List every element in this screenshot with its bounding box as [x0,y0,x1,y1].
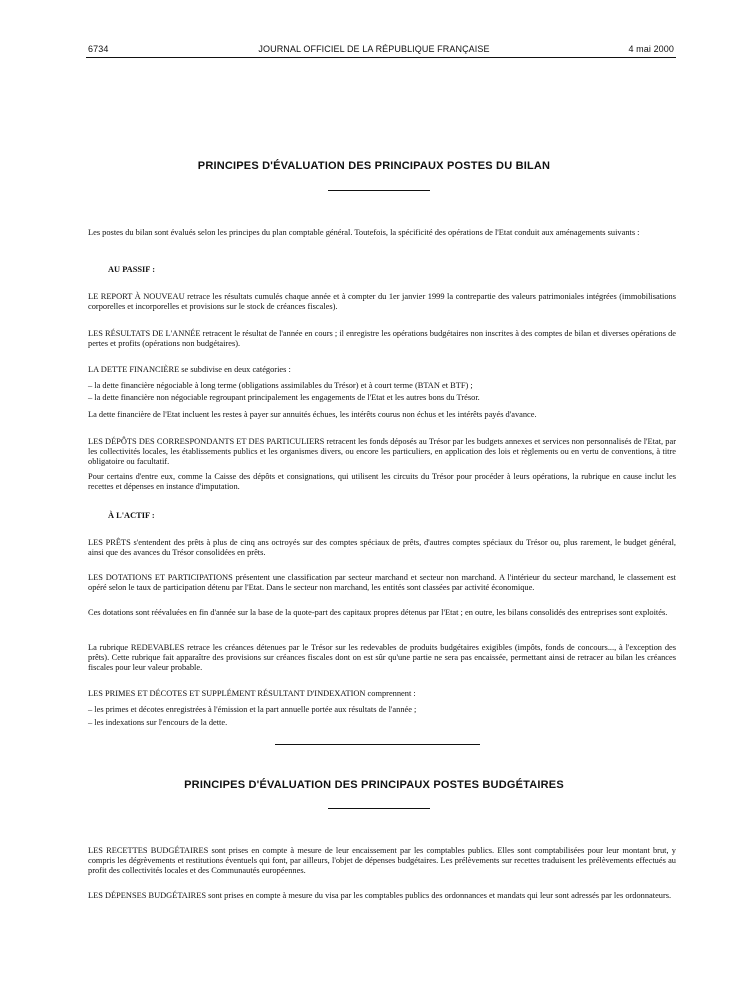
section-title-bilan: PRINCIPES D'ÉVALUATION DES PRINCIPAUX POSTES DU BILAN [197,160,551,172]
actif-heading: À L'ACTIF : [108,511,155,520]
dotations-paragraph: LES DOTATIONS ET PARTICIPATIONS présentent une classification par secteur marchand et secteur non marchand. A l'intérieur du secteur marchand, le classement est opéré selon le taux de participation détenu par l'Etat. Dans le secteur non marchand, les entités sont classées par activité économique. [88,573,676,592]
passif-heading: AU PASSIF : [108,265,155,274]
depots-paragraph: LES DÉPÔTS DES CORRESPONDANTS ET DES PARTICULIERS retracent les fonds déposés au Trésor par les budgets annexes et services non personnalisés de l'Etat, par les collectivités locales, les établissements publics et les organismes divers, ou encore les particuliers, en application des lois et règlements ou en vertu de conventions, à titre obligatoire ou facultatif. [88,437,676,466]
page-number: 6734 [88,44,109,54]
dette-intro: LA DETTE FINANCIÈRE se subdivise en deux catégories : [88,365,291,374]
dette-item-non-negociable: – la dette financière non négociable regroupant principalement les engagements de l'Etat et les autres bons du Trésor. [88,393,480,402]
section-divider [328,190,430,191]
depenses-paragraph: LES DÉPENSES BUDGÉTAIRES sont prises en compte à mesure du visa par les comptables publics des ordonnances et mandats qui leur sont adressés par les ordonnateurs. [88,891,672,900]
dette-item-negociable: – la dette financière négociable à long terme (obligations assimilables du Trésor) et à court terme (BTAN et BTF) ; [88,381,473,390]
primes-item-decotes: – les primes et décotes enregistrées à l'émission et la part annuelle portée aux résultats de l'année ; [88,705,417,714]
section-title-budgetaires: PRINCIPES D'ÉVALUATION DES PRINCIPAUX POSTES BUDGÉTAIRES [184,779,564,791]
report-a-nouveau-paragraph: LE REPORT À NOUVEAU retrace les résultats cumulés chaque année et à compter du 1er janvier 1999 la contrepartie des valeurs patrimoniales intégrées (immobilisations corporelles et incorporelles et provisions sur le stock de créances fiscales). [88,292,676,311]
intro-paragraph: Les postes du bilan sont évalués selon les principes du plan comptable général. Toutefois, la spécificité des opérations de l'Etat conduit aux aménagements suivants : [88,228,640,237]
primes-intro: LES PRIMES ET DÉCOTES ET SUPPLÉMENT RÉSULTANT D'INDEXATION comprennent : [88,689,416,698]
dette-note: La dette financière de l'Etat incluent les restes à payer sur annuités échues, les intérêts courus non échus et les intérêts payés d'avance. [88,410,537,419]
dotations-note: Ces dotations sont réévaluées en fin d'année sur la base de la quote-part des capitaux propres détenus par l'Etat ; en outre, les bilans consolidés des entreprises sont exploités. [88,608,668,617]
header-rule [86,57,676,58]
primes-item-indexations: – les indexations sur l'encours de la dette. [88,718,228,727]
section-divider-2 [328,808,430,809]
prets-paragraph: LES PRÊTS s'entendent des prêts à plus de cinq ans octroyés sur des comptes spéciaux de prêts, d'autres comptes spéciaux du Trésor ou, plus rarement, le budget général, ainsi que des avances du Trésor consolidées en prêts. [88,538,676,557]
resultats-paragraph: LES RÉSULTATS DE L'ANNÉE retracent le résultat de l'année en cours ; il enregistre les opérations budgétaires non inscrites à des comptes de bilan et diverses opérations de pertes et profits (opérations non budgétaires). [88,329,676,348]
journal-title: JOURNAL OFFICIEL DE LA RÉPUBLIQUE FRANÇAISE [258,44,490,54]
recettes-paragraph: LES RECETTES BUDGÉTAIRES sont prises en compte à mesure de leur encaissement par les comptables publics. Elles sont comptabilisées pour leur montant brut, y compris les dégrèvements et restitutions éventuels qui font, par ailleurs, l'objet de dépenses budgétaires. Les prélèvements sur recettes traduisent les prélèvements effectués au profit des collectivités locales et des Communautés européennes. [88,846,676,875]
section-separator-rule [275,744,480,745]
depots-note: Pour certains d'entre eux, comme la Caisse des dépôts et consignations, qui utilisent les circuits du Trésor pour procéder à leurs opérations, la rubrique en cause inclut les recettes et dépenses en instance d'imputation. [88,472,676,491]
redevables-paragraph: La rubrique REDEVABLES retrace les créances détenues par le Trésor sur les redevables de produits budgétaires exigibles (impôts, fonds de concours..., à l'exception des prêts). Cette rubrique fait apparaître des provisions sur créances fiscales dont on est sûr qu'une partie ne sera pas encaissée, permettant ainsi de retracer au bilan les créances fiscales pour leur valeur probable. [88,643,676,672]
publication-date: 4 mai 2000 [628,44,674,54]
